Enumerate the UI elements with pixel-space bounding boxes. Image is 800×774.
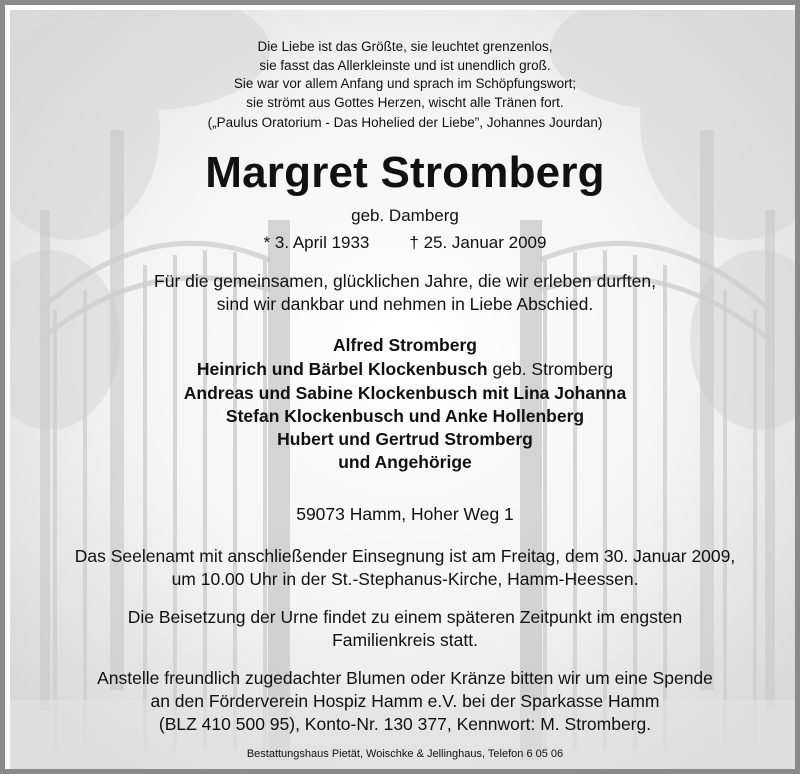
mourner-line: Andreas und Sabine Klockenbusch mit Lina Johanna	[183, 383, 627, 403]
mourner-line: Stefan Klockenbusch und Anke Hollenberg	[225, 406, 585, 426]
donation-line: an den Förderverein Hospiz Hamm e.V. bei der Sparkasse Hamm	[150, 691, 660, 711]
gratitude-line: Für die gemeinsamen, glücklichen Jahre, die wir erleben durften,	[154, 271, 656, 291]
mourner-line: Alfred Stromberg	[333, 335, 477, 355]
mourner-line: Hubert und Gertrud Stromberg	[277, 429, 533, 449]
requiem-line: Das Seelenamt mit anschließender Einsegnung ist am Freitag, dem 30. Januar 2009,	[74, 546, 736, 566]
life-dates	[10, 233, 800, 253]
deceased-name: Margret Stromberg	[205, 148, 605, 197]
mourner-maiden-note: geb. Stromberg	[487, 359, 614, 379]
family-address: 59073 Hamm, Hoher Weg 1	[296, 504, 514, 524]
donation-line: Anstelle freundlich zugedachter Blumen oder Kränze bitten wir um eine Spende	[97, 668, 713, 688]
death-date: † 25. Januar 2009	[409, 233, 547, 252]
poem-line: sie strömt aus Gottes Herzen, wischt alle Tränen fort.	[246, 95, 564, 110]
poem-line: Sie war vor allem Anfang und sprach im Schöpfungswort;	[233, 76, 577, 91]
poem-line: sie fasst das Allerkleinste und ist unendlich groß.	[259, 58, 551, 73]
funeral-home-footer: Bestattungshaus Pietät, Woischke & Jellinghaus, Telefon 6 05 06	[246, 748, 564, 760]
mourner-names: Heinrich und Bärbel Klockenbusch	[196, 359, 488, 379]
burial-line: Die Beisetzung der Urne findet zu einem späteren Zeitpunkt im engsten	[127, 607, 683, 627]
poem-source: („Paulus Oratorium - Das Hohelied der Liebe”, Johannes Jourdan)	[207, 115, 603, 130]
gratitude-line: sind wir dankbar und nehmen in Liebe Abschied.	[216, 294, 594, 314]
donation-line: (BLZ 410 500 95), Konto-Nr. 130 377, Kennwort: M. Stromberg.	[158, 714, 652, 734]
mourner-line: und Angehörige	[338, 452, 472, 472]
notice-content	[10, 10, 800, 774]
burial-line: Familienkreis statt.	[332, 630, 478, 650]
birth-date: * 3. April 1933	[263, 233, 370, 252]
requiem-line: um 10.00 Uhr in der St.-Stephanus-Kirche, Hamm-Heessen.	[171, 569, 639, 589]
maiden-name: geb. Damberg	[351, 206, 459, 225]
mourner-line	[10, 359, 800, 380]
poem-line: Die Liebe ist das Größte, sie leuchtet grenzenlos,	[257, 39, 553, 54]
